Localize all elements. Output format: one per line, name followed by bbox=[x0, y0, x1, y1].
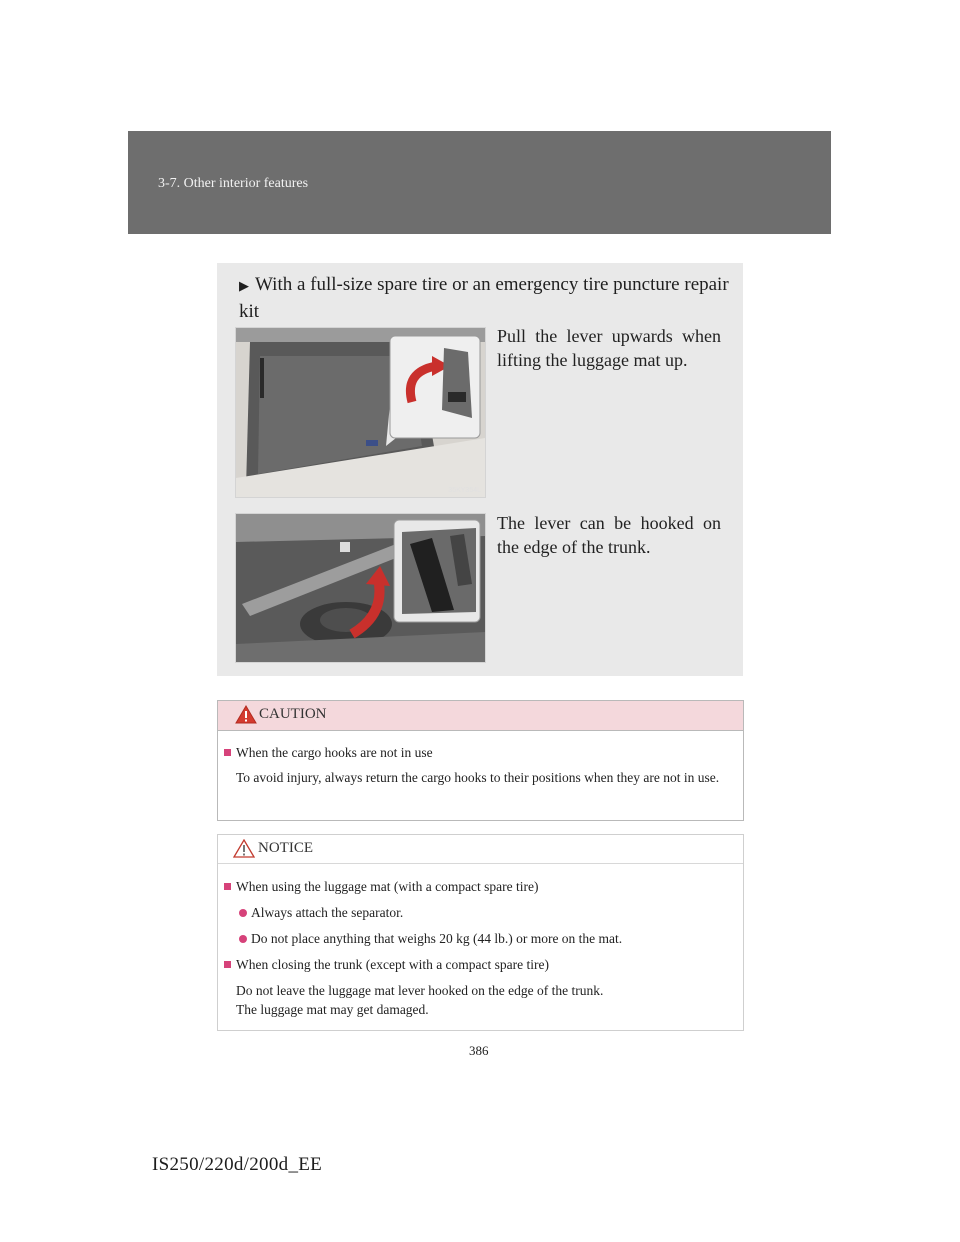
caution-item-title-text: When the cargo hooks are not in use bbox=[236, 745, 433, 760]
step-2-caption: The lever can be hooked on the edge of the trunk. bbox=[497, 513, 721, 557]
warning-triangle-icon bbox=[233, 839, 255, 863]
notice-bullet-text: Do not place anything that weighs 20 kg (44 lb.) or more on the mat. bbox=[251, 931, 623, 946]
caution-item-title bbox=[224, 743, 739, 762]
caution-box bbox=[217, 700, 744, 821]
lever-hooked-illustration bbox=[236, 514, 485, 662]
model-code: IS250/220d/200d_EE bbox=[152, 1154, 323, 1175]
notice-body bbox=[224, 877, 739, 1026]
section-heading-text: With a full-size spare tire or an emergency tire puncture repair kit bbox=[239, 274, 729, 322]
notice-bullet bbox=[224, 929, 739, 948]
lever-hooked-photo bbox=[235, 513, 486, 663]
square-bullet-icon bbox=[224, 883, 231, 890]
caution-label: CAUTION bbox=[259, 706, 327, 722]
notice-item-title bbox=[224, 955, 739, 974]
notice-header bbox=[218, 835, 743, 864]
section-heading bbox=[239, 272, 729, 325]
photo-code: 35KY354L bbox=[448, 487, 481, 494]
notice-box bbox=[217, 834, 744, 1031]
round-bullet-icon bbox=[239, 935, 247, 943]
page-number: 386 bbox=[469, 1043, 489, 1058]
warning-triangle-icon bbox=[235, 705, 257, 729]
square-bullet-icon bbox=[224, 749, 231, 756]
caution-header bbox=[218, 701, 743, 731]
notice-text-line: Do not leave the luggage mat lever hooked on the edge of the trunk. bbox=[236, 983, 604, 998]
square-bullet-icon bbox=[224, 961, 231, 968]
notice-item-title-text: When using the luggage mat (with a compact spare tire) bbox=[236, 879, 539, 894]
notice-bullet-text: Always attach the separator. bbox=[251, 905, 404, 920]
section-title: 3-7. Other interior features bbox=[158, 176, 309, 191]
trunk-lever-illustration bbox=[236, 328, 485, 497]
round-bullet-icon bbox=[239, 909, 247, 917]
notice-text-line: The luggage mat may get damaged. bbox=[236, 1002, 429, 1017]
notice-item-title bbox=[224, 877, 739, 896]
triangle-marker-icon: ▶ bbox=[239, 278, 249, 293]
caution-item-text: To avoid injury, always return the cargo hooks to their positions when they are not in use. bbox=[236, 770, 720, 785]
caution-body bbox=[224, 743, 739, 794]
step-1-caption: Pull the lever upwards when lifting the luggage mat up. bbox=[497, 326, 721, 370]
notice-label: NOTICE bbox=[258, 840, 313, 856]
trunk-lever-photo bbox=[235, 327, 486, 498]
notice-bullet bbox=[224, 903, 739, 922]
notice-item-title-text: When closing the trunk (except with a compact spare tire) bbox=[236, 957, 550, 972]
